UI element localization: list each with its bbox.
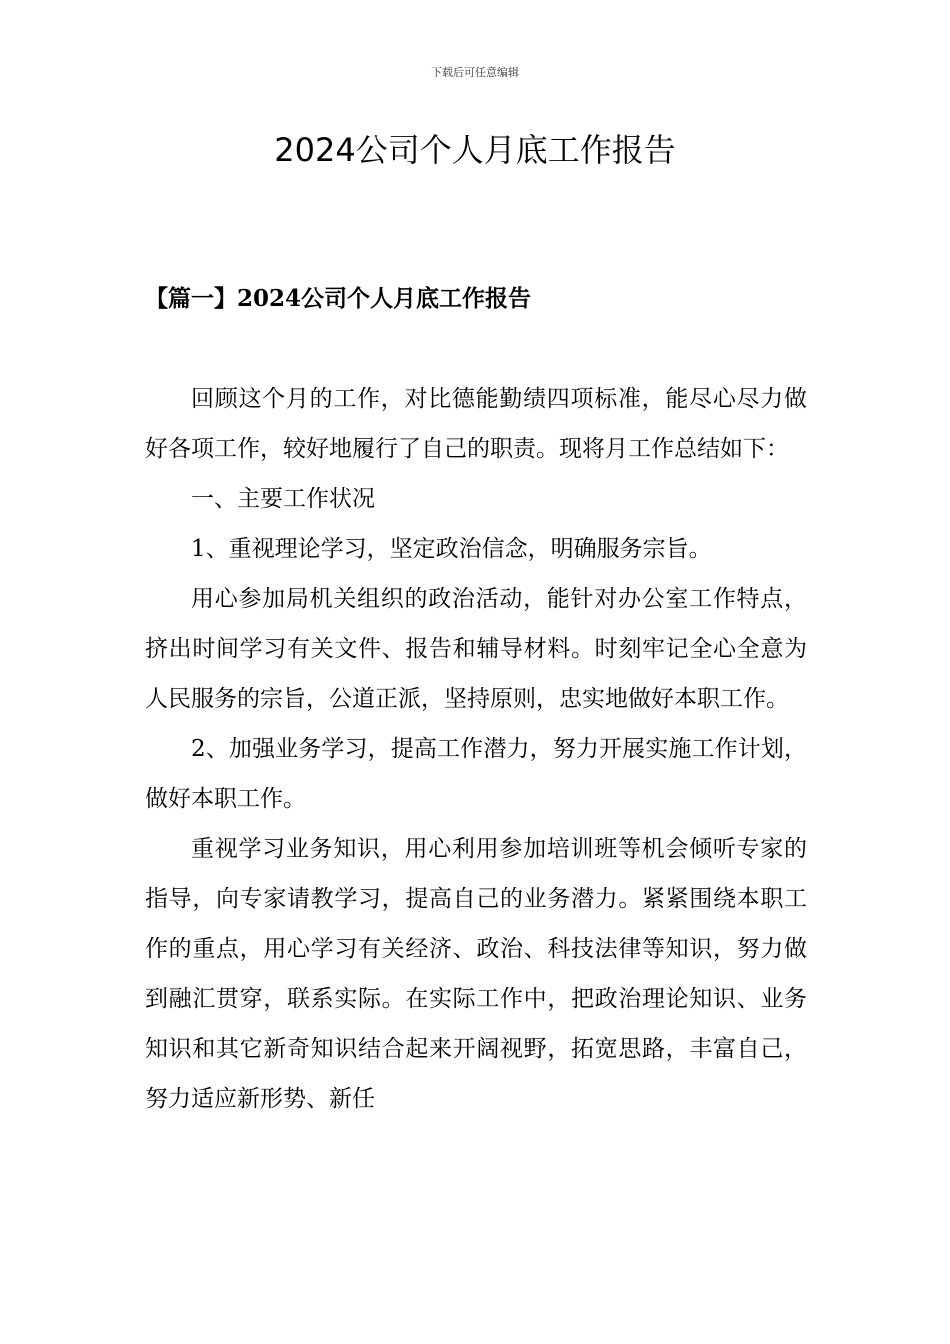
paragraph-item-2: 2、加强业务学习，提高工作潜力，努力开展实施工作计划，做好本职工作。 — [145, 736, 807, 812]
document-title: 2024公司个人月底工作报告 — [274, 131, 676, 169]
section-heading: 【篇一】2024公司个人月底工作报告 — [145, 285, 532, 312]
paragraph-item-2-detail: 重视学习业务知识，用心利用参加培训班等机会倾听专家的指导，向专家请教学习，提高自己的业务潜力。紧紧围绕本职工作的重点，用心学习有关经济、政治、科技法律等知识，努力做到融汇贯穿，联系实际。在实际工作中，把政治理论知识、业务知识和其它新奇知识结合起来开阔视野，拓宽思路，丰富自己，努力适应新形势、新任 — [145, 836, 807, 1112]
paragraph-item-1: 1、重视理论学习，坚定政治信念，明确服务宗旨。 — [191, 536, 712, 562]
paragraph-item-1-detail: 用心参加局机关组织的政治活动，能针对办公室工作特点，挤出时间学习有关文件、报告和辅导材料。时刻牢记全心全意为人民服务的宗旨，公道正派，坚持原则，忠实地做好本职工作。 — [145, 586, 807, 712]
paragraph-intro: 回顾这个月的工作，对比德能勤绩四项标准，能尽心尽力做好各项工作，较好地履行了自己的职责。现将月工作总结如下： — [145, 386, 807, 462]
header-note: 下载后可任意编辑 — [431, 66, 519, 79]
paragraph-heading-main-work: 一、主要工作状况 — [191, 486, 375, 512]
document-body — [145, 374, 807, 1124]
